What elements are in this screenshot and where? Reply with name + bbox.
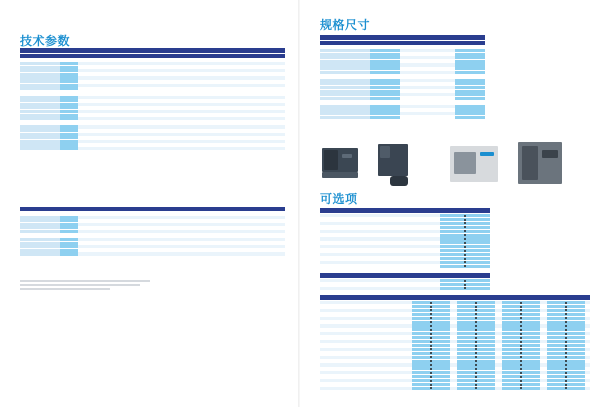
option-dot: [475, 325, 477, 327]
table-cell: [320, 116, 370, 119]
table-row: [320, 321, 590, 324]
option-dot: [565, 306, 567, 308]
table-row: [20, 48, 285, 53]
footnotes: [20, 280, 170, 292]
table-row: [320, 367, 590, 370]
table-row: [320, 371, 590, 374]
option-dot: [565, 302, 567, 304]
option-dot: [565, 329, 567, 331]
table-row: [320, 273, 490, 278]
table-row: [320, 313, 590, 316]
table-row: [20, 252, 285, 255]
table-row: [20, 207, 285, 211]
table-row: [320, 332, 590, 335]
option-dot: [430, 337, 432, 339]
option-dot: [464, 215, 466, 217]
option-dot: [565, 345, 567, 347]
option-dot: [430, 380, 432, 382]
table-row: [320, 305, 590, 308]
table-row: [320, 97, 485, 100]
option-dot: [565, 384, 567, 386]
table-row: [320, 336, 590, 339]
option-dot: [464, 242, 466, 244]
option-dot: [430, 341, 432, 343]
options-title: 可选项: [320, 192, 358, 206]
option-dot: [565, 325, 567, 327]
option-dot: [430, 306, 432, 308]
table-row: [320, 348, 590, 351]
option-dot: [520, 306, 522, 308]
dimensions-table: [320, 35, 485, 135]
option-dot: [475, 384, 477, 386]
option-dot: [565, 376, 567, 378]
option-dot: [464, 238, 466, 240]
tech-params-subtable: [20, 207, 285, 269]
option-dot: [464, 219, 466, 221]
option-dot: [520, 345, 522, 347]
option-dot: [520, 333, 522, 335]
option-dot: [475, 376, 477, 378]
table-cell: [455, 97, 485, 100]
table-cell: [455, 71, 485, 74]
option-dot: [475, 306, 477, 308]
table-cell: [455, 116, 485, 119]
option-dot: [565, 372, 567, 374]
option-dot: [520, 341, 522, 343]
option-dot: [430, 368, 432, 370]
option-dot: [520, 376, 522, 378]
table-row: [320, 360, 590, 363]
options-table-3: [320, 295, 590, 395]
option-dot: [520, 337, 522, 339]
table-cell: [20, 87, 60, 90]
option-dot: [464, 246, 466, 248]
table-cell: [60, 117, 78, 120]
table-row: [320, 387, 590, 390]
table-row: [20, 147, 285, 150]
option-dot: [565, 380, 567, 382]
table-cell: [370, 71, 400, 74]
option-dot: [464, 280, 466, 282]
table-cell: [60, 230, 78, 233]
option-dot: [430, 376, 432, 378]
option-dot: [475, 341, 477, 343]
option-dot: [464, 254, 466, 256]
table-row: [320, 356, 590, 359]
table-cell: [20, 230, 60, 233]
option-dot: [520, 364, 522, 366]
table-row: [320, 295, 590, 300]
option-dot: [565, 364, 567, 366]
tech-params-title: 技术参数: [20, 34, 71, 48]
table-row: [320, 71, 485, 74]
table-row: [320, 352, 590, 355]
option-dot: [430, 325, 432, 327]
table-row: [320, 301, 590, 304]
table-row: [320, 309, 590, 312]
table-cell: [60, 147, 78, 150]
option-dot: [430, 372, 432, 374]
option-dot: [475, 333, 477, 335]
option-dot: [464, 250, 466, 252]
options-table-1: [320, 208, 490, 270]
table-row: [320, 375, 590, 378]
option-dot: [565, 333, 567, 335]
table-row: [320, 324, 590, 327]
option-dot: [520, 384, 522, 386]
table-cell: [320, 97, 370, 100]
option-dot: [464, 258, 466, 260]
option-dot: [430, 333, 432, 335]
option-dot: [475, 380, 477, 382]
table-row: [320, 363, 590, 366]
table-row: [20, 87, 285, 90]
option-dot: [520, 380, 522, 382]
option-dot: [565, 368, 567, 370]
table-row: [320, 383, 590, 386]
option-dot: [520, 302, 522, 304]
table-row: [320, 328, 590, 331]
table-row: [320, 340, 590, 343]
option-dot: [520, 325, 522, 327]
option-dot: [565, 341, 567, 343]
table-cell: [60, 252, 78, 255]
option-dot: [475, 372, 477, 374]
option-dot: [430, 364, 432, 366]
option-dot: [475, 302, 477, 304]
table-row: [320, 208, 490, 213]
table-row: [320, 379, 590, 382]
table-cell: [370, 97, 400, 100]
option-dot: [430, 329, 432, 331]
table-row: [20, 230, 285, 233]
option-dot: [430, 345, 432, 347]
specs-title: 规格尺寸: [320, 18, 371, 32]
table-cell: [320, 71, 370, 74]
option-dot: [475, 329, 477, 331]
table-row: [320, 344, 590, 347]
option-dot: [475, 368, 477, 370]
option-dot: [520, 372, 522, 374]
option-dot: [475, 345, 477, 347]
options-table-2: [320, 273, 490, 291]
table-row: [320, 41, 485, 45]
table-row: [20, 117, 285, 120]
right-page: [300, 0, 600, 407]
table-cell: [20, 147, 60, 150]
table-row: [320, 35, 485, 40]
option-dot: [475, 337, 477, 339]
table-cell: [20, 117, 60, 120]
option-dot: [520, 368, 522, 370]
option-dot: [464, 284, 466, 286]
table-row: [320, 317, 590, 320]
option-dot: [430, 384, 432, 386]
option-dot: [475, 364, 477, 366]
table-cell: [20, 252, 60, 255]
option-dot: [565, 337, 567, 339]
table-row: [20, 54, 285, 58]
option-dot: [430, 302, 432, 304]
table-cell: [370, 116, 400, 119]
table-cell: [60, 87, 78, 90]
option-dot: [520, 329, 522, 331]
table-row: [320, 116, 485, 119]
product-images: [320, 142, 580, 192]
